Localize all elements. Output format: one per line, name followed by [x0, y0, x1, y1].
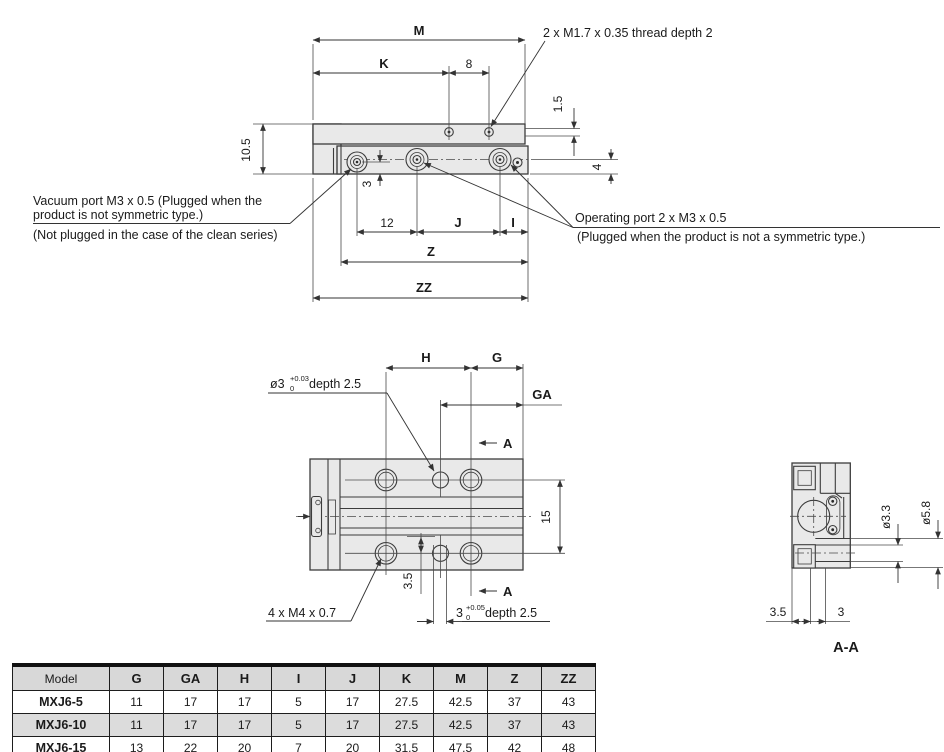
dim-label-4: 4: [590, 163, 604, 171]
header-M: M: [434, 665, 488, 691]
header-Z: Z: [488, 665, 542, 691]
table-row: MXJ6-15 13 22 20 7 20 31.5 47.5 42 48: [13, 737, 596, 752]
section-arrow-label-top: A: [503, 436, 513, 451]
header-model: Model: [13, 665, 110, 691]
vacuum-note-line1: Vacuum port M3 x 0.5 (Plugged when the: [33, 194, 263, 208]
vacuum-note-line3: (Not plugged in the case of the clean series): [33, 228, 278, 242]
m4-note: 4 x M4 x 0.7: [268, 606, 337, 620]
section-arrow-label-bottom: A: [503, 584, 513, 599]
dim-label-d33: ø3.3: [879, 504, 893, 530]
vacuum-note-line2: product is not symmetric type.): [33, 208, 204, 222]
section-title: A-A: [833, 640, 859, 656]
header-ZZ: ZZ: [542, 665, 596, 691]
pin-hole-note: [270, 374, 361, 393]
dim-label-15: 15: [539, 510, 553, 524]
header-H: H: [218, 665, 272, 691]
svg-text:depth 2.5: depth 2.5: [485, 606, 538, 620]
section-small-hole-bottom: [829, 526, 837, 534]
header-GA: GA: [164, 665, 218, 691]
header-J: J: [326, 665, 380, 691]
dim-label-K: K: [379, 56, 389, 71]
slot-note: [456, 603, 537, 622]
section-a-a: [766, 463, 943, 656]
svg-text:+0.03: +0.03: [290, 374, 309, 383]
svg-text:+0.05: +0.05: [466, 603, 485, 612]
svg-text:0: 0: [290, 384, 295, 393]
svg-text:ø3: ø3: [270, 377, 285, 391]
dim-label-3: 3: [360, 180, 374, 188]
table-row: MXJ6-10 11 17 17 5 17 27.5 42.5 37 43: [13, 714, 596, 737]
svg-text:3: 3: [456, 606, 463, 620]
section-small-hole-top: [829, 497, 837, 505]
dim-label-8: 8: [465, 57, 473, 71]
svg-text:depth 2.5: depth 2.5: [309, 377, 362, 391]
dim-label-d58: ø5.8: [919, 500, 933, 526]
header-I: I: [272, 665, 326, 691]
table-header-row: [13, 665, 596, 691]
dim-label-Z: Z: [427, 244, 435, 259]
dim-label-3-5: 3.5: [401, 572, 415, 590]
table-row: MXJ6-5 11 17 17 5 17 27.5 42.5 37 43: [13, 691, 596, 714]
dim-label-sec-3-5: 3.5: [769, 605, 787, 619]
dim-label-G: G: [491, 350, 503, 365]
dim-label-10-5: 10.5: [239, 138, 253, 162]
dim-label-I: I: [511, 215, 515, 230]
dim-label-GA: GA: [532, 387, 552, 402]
dim-label-ZZ: ZZ: [416, 280, 432, 295]
dim-label-sec-3: 3: [837, 605, 845, 619]
thread-note: 2 x M1.7 x 0.35 thread depth 2: [543, 26, 713, 40]
operating-note-line2: (Plugged when the product is not a symmetric type.): [577, 230, 866, 244]
operating-note-line1: Operating port 2 x M3 x 0.5: [575, 211, 727, 225]
top-view: [33, 23, 940, 302]
plan-view: [266, 350, 565, 624]
dim-label-H: H: [421, 350, 431, 365]
dim-label-1-5: 1.5: [551, 95, 565, 113]
dim-label-M: M: [413, 23, 425, 38]
header-K: K: [380, 665, 434, 691]
dim-label-J: J: [454, 215, 462, 230]
pin-hole-side: [513, 158, 522, 167]
dim-label-12: 12: [380, 216, 394, 230]
dimension-table: [12, 663, 596, 752]
svg-text:0: 0: [466, 613, 471, 622]
header-G: G: [110, 665, 164, 691]
